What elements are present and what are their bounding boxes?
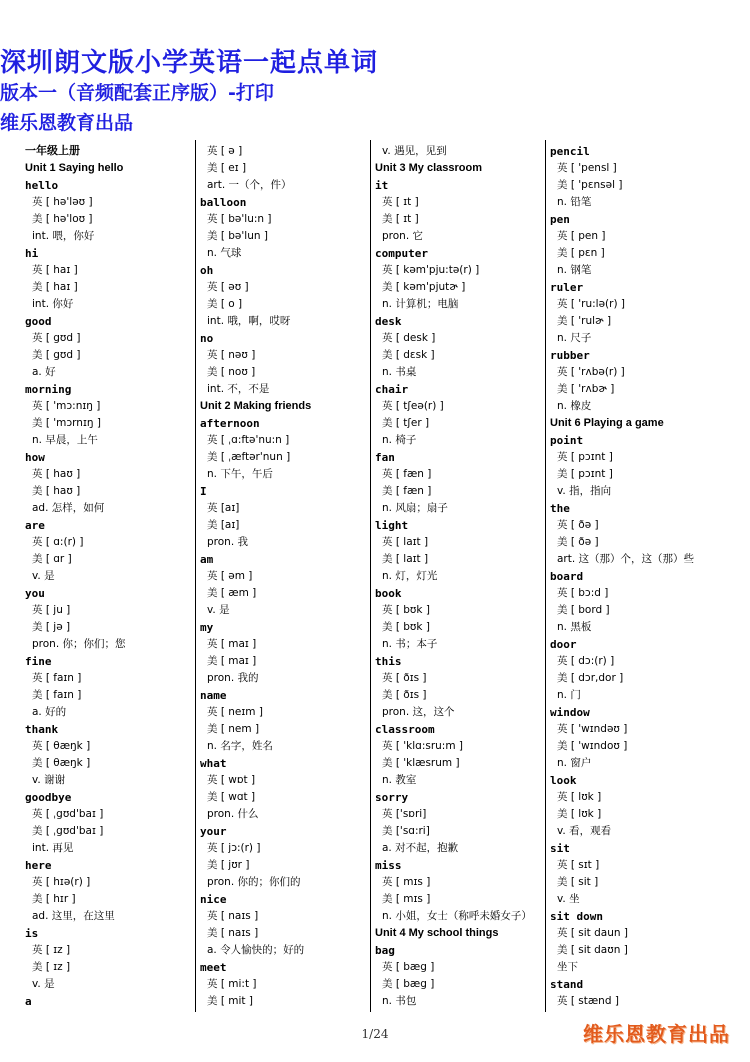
definition: n. 尺子 xyxy=(557,332,592,344)
vocab-word: good xyxy=(25,315,52,328)
vocab-word: point xyxy=(550,434,584,447)
vocab-word: afternoon xyxy=(200,417,260,430)
vocab-word: stand xyxy=(550,978,584,991)
phonetic: 英 [ ðɪs ] xyxy=(382,672,427,684)
phonetic: 英 [ 'klɑ:sru:m ] xyxy=(382,740,464,752)
phonetic: 英 [ 'pensl ] xyxy=(557,162,617,174)
vocab-column-2 xyxy=(200,143,311,1010)
vocab-word: light xyxy=(375,519,409,532)
phonetic: 美 [ bə'lun ] xyxy=(207,230,268,242)
definition: pron. 你；你们；您 xyxy=(32,638,126,650)
definition: 坐下 xyxy=(557,961,578,973)
phonetic: 英 [ dɔ:(r) ] xyxy=(557,655,615,667)
phonetic: 英 [ hə'ləʊ ] xyxy=(32,196,93,208)
phonetic: 美 [ ɪz ] xyxy=(32,961,71,973)
phonetic: 美 [ ðɪs ] xyxy=(382,689,427,701)
section-heading: Unit 3 My classroom xyxy=(375,162,482,174)
phonetic: 英 [ sit daun ] xyxy=(557,927,628,939)
vocab-word: I xyxy=(200,485,207,498)
definition: n. 灯，灯光 xyxy=(382,570,438,582)
phonetic: 美 [ gʊd ] xyxy=(32,349,81,361)
phonetic: 美 [ ɪt ] xyxy=(382,213,419,225)
phonetic: 美 [ mit ] xyxy=(207,995,253,1007)
vocab-word: name xyxy=(200,689,227,702)
phonetic: 美 [ sit ] xyxy=(557,876,599,888)
vocab-word: desk xyxy=(375,315,402,328)
vocab-word: it xyxy=(375,179,389,192)
phonetic: 英 [ gʊd ] xyxy=(32,332,81,344)
phonetic: 英 [ hɪə(r) ] xyxy=(32,876,91,888)
definition: ad. 这里，在这里 xyxy=(32,910,115,922)
definition: n. 下午，午后 xyxy=(207,468,273,480)
definition: art. 这（那）个，这（那）些 xyxy=(557,553,695,565)
definition: ad. 怎样，如何 xyxy=(32,502,105,514)
phonetic: 英 [ haɪ ] xyxy=(32,264,78,276)
phonetic: 美 [ o ] xyxy=(207,298,243,310)
phonetic: 美 [ wɑt ] xyxy=(207,791,256,803)
definition: v. 遇见，见到 xyxy=(382,145,447,157)
vocab-word: is xyxy=(25,927,39,940)
vocab-word: pencil xyxy=(550,145,590,158)
definition: n. 门 xyxy=(557,689,581,701)
phonetic: 英 [ wɒt ] xyxy=(207,774,256,786)
vocab-column-3 xyxy=(375,143,532,1010)
definition: v. 看，观看 xyxy=(557,825,612,837)
definition: n. 气球 xyxy=(207,247,242,259)
vocab-word: pen xyxy=(550,213,570,226)
vocab-word: meet xyxy=(200,961,227,974)
vocab-word: balloon xyxy=(200,196,247,209)
phonetic: 英 [aɪ] xyxy=(207,502,240,514)
definition: a. 好的 xyxy=(32,706,67,718)
vocab-word: are xyxy=(25,519,45,532)
vocab-word: here xyxy=(25,859,52,872)
vocab-word: miss xyxy=(375,859,402,872)
phonetic: 英 [ jɔ:(r) ] xyxy=(207,842,261,854)
definition: int. 喂，你好 xyxy=(32,230,95,242)
phonetic: 英 [ kəm'pju:tə(r) ] xyxy=(382,264,480,276)
definition: v. 谢谢 xyxy=(32,774,66,786)
phonetic: 英 [ 'ru:lə(r) ] xyxy=(557,298,625,310)
phonetic: 美 [ nem ] xyxy=(207,723,260,735)
definition: n. 教室 xyxy=(382,774,417,786)
phonetic: 英 [ bə'lu:n ] xyxy=(207,213,272,225)
vocab-word: computer xyxy=(375,247,428,260)
section-heading: 一年级上册 xyxy=(25,145,80,157)
vocab-word: door xyxy=(550,638,577,651)
document-subtitle: 版本一（音频配套正序版）-打印 xyxy=(0,82,274,104)
phonetic: 英 [ lʊk ] xyxy=(557,791,602,803)
phonetic: 美 [ 'pɛnsəl ] xyxy=(557,179,623,191)
definition: v. 是 xyxy=(207,604,230,616)
vocab-word: no xyxy=(200,332,214,345)
phonetic: 英 [ sɪt ] xyxy=(557,859,600,871)
phonetic: 英 [ ðə ] xyxy=(557,519,599,531)
phonetic: 美 [ haʊ ] xyxy=(32,485,81,497)
definition: a. 对不起，抱歉 xyxy=(382,842,459,854)
vocab-word: hi xyxy=(25,247,39,260)
definition: n. 名字，姓名 xyxy=(207,740,273,752)
phonetic: 英 [ faɪn ] xyxy=(32,672,82,684)
phonetic: 英 [ bæg ] xyxy=(382,961,435,973)
phonetic: 英 [ ˌgʊd'baɪ ] xyxy=(32,808,104,820)
definition: n. 书桌 xyxy=(382,366,417,378)
definition: n. 早晨，上午 xyxy=(32,434,98,446)
definition: art. 一（个，件） xyxy=(207,179,292,191)
phonetic: 美 [ 'rʌbɚ ] xyxy=(557,383,615,395)
phonetic: 美 [ noʊ ] xyxy=(207,366,256,378)
phonetic: 美 [ kəm'pjutɚ ] xyxy=(382,281,466,293)
vocab-word: goodbye xyxy=(25,791,72,804)
section-heading: Unit 1 Saying hello xyxy=(25,162,124,174)
phonetic: 美 [ hɪr ] xyxy=(32,893,76,905)
definition: int. 不，不是 xyxy=(207,383,270,395)
phonetic: 美 [ ɑr ] xyxy=(32,553,72,565)
vocab-word: morning xyxy=(25,383,72,396)
vocab-word: rubber xyxy=(550,349,590,362)
section-heading: Unit 4 My school things xyxy=(375,927,499,939)
phonetic: 美 [ fæn ] xyxy=(382,485,432,497)
vocab-word: a xyxy=(25,995,32,1008)
phonetic: 英 [ əm ] xyxy=(207,570,253,582)
definition: v. 是 xyxy=(32,570,55,582)
vocab-word: you xyxy=(25,587,45,600)
vocab-word: fine xyxy=(25,655,52,668)
phonetic: 美 [ sit daʊn ] xyxy=(557,944,628,956)
definition: n. 黑板 xyxy=(557,621,592,633)
definition: n. 钢笔 xyxy=(557,264,592,276)
vocab-word: sit xyxy=(550,842,570,855)
definition: pron. 它 xyxy=(382,230,424,242)
phonetic: 美 ['sɑ:ri] xyxy=(382,825,430,837)
phonetic: 美 [ bæg ] xyxy=(382,978,435,990)
vocab-column-4 xyxy=(550,143,694,1010)
phonetic: 美 [ haɪ ] xyxy=(32,281,78,293)
phonetic: 美 [ 'wɪndoʊ ] xyxy=(557,740,628,752)
phonetic: 美 [ pɔɪnt ] xyxy=(557,468,613,480)
vocab-word: classroom xyxy=(375,723,435,736)
vocab-word: sit down xyxy=(550,910,603,923)
vocab-word: bag xyxy=(375,944,395,957)
definition: pron. 你的；你们的 xyxy=(207,876,301,888)
definition: n. 椅子 xyxy=(382,434,417,446)
phonetic: 英 [ fæn ] xyxy=(382,468,432,480)
phonetic: 美 [ lʊk ] xyxy=(557,808,602,820)
definition: v. 是 xyxy=(32,978,55,990)
definition: v. 坐 xyxy=(557,893,580,905)
phonetic: 美 [ ˌæftər'nun ] xyxy=(207,451,291,463)
document-title: 深圳朗文版小学英语一起点单词 xyxy=(0,48,379,78)
phonetic: 英 [ laɪt ] xyxy=(382,536,429,548)
phonetic: 英 [ mi:t ] xyxy=(207,978,257,990)
phonetic: 英 [ stænd ] xyxy=(557,995,619,1007)
phonetic: 英 [ haʊ ] xyxy=(32,468,81,480)
phonetic: 美 [ ðə ] xyxy=(557,536,599,548)
definition: int. 再见 xyxy=(32,842,74,854)
definition: int. 你好 xyxy=(32,298,74,310)
vocab-column-1 xyxy=(25,143,126,1010)
vocab-word: look xyxy=(550,774,577,787)
definition: n. 铅笔 xyxy=(557,196,592,208)
phonetic: 美 [ pɛn ] xyxy=(557,247,605,259)
watermark: 维乐恩教育出品 xyxy=(583,1022,730,1046)
phonetic: 英 [ əʊ ] xyxy=(207,281,249,293)
vocab-word: my xyxy=(200,621,214,634)
vocab-word: hello xyxy=(25,179,59,192)
vocab-word: board xyxy=(550,570,584,583)
vocab-word: am xyxy=(200,553,214,566)
vocab-word: fan xyxy=(375,451,395,464)
phonetic: 美 [ æm ] xyxy=(207,587,257,599)
phonetic: 美 [ maɪ ] xyxy=(207,655,257,667)
definition: v. 指，指向 xyxy=(557,485,612,497)
phonetic: 英 [ ˌɑ:ftə'nu:n ] xyxy=(207,434,290,446)
definition: a. 好 xyxy=(32,366,56,378)
column-divider xyxy=(370,140,371,1012)
column-divider xyxy=(545,140,546,1012)
phonetic: 美 [ laɪt ] xyxy=(382,553,429,565)
vocab-word: chair xyxy=(375,383,409,396)
phonetic: 美 [ θæŋk ] xyxy=(32,757,91,769)
definition: pron. 我的 xyxy=(207,672,259,684)
vocab-word: window xyxy=(550,706,590,719)
phonetic: 美 [ bord ] xyxy=(557,604,610,616)
definition: a. 令人愉快的；好的 xyxy=(207,944,305,956)
definition: n. 书；本子 xyxy=(382,638,438,650)
vocab-word: ruler xyxy=(550,281,584,294)
definition: n. 橡皮 xyxy=(557,400,592,412)
phonetic: 美 [ eɪ ] xyxy=(207,162,247,174)
phonetic: 英 [ bʊk ] xyxy=(382,604,430,616)
phonetic: 英 [ pɔɪnt ] xyxy=(557,451,613,463)
phonetic: 英 [ neɪm ] xyxy=(207,706,263,718)
phonetic: 英 [ pen ] xyxy=(557,230,606,242)
phonetic: 美 [ hə'loʊ ] xyxy=(32,213,93,225)
phonetic: 美 [aɪ] xyxy=(207,519,240,531)
phonetic: 美 [ bʊk ] xyxy=(382,621,430,633)
phonetic: 英 [ ɑ:(r) ] xyxy=(32,536,84,548)
definition: pron. 我 xyxy=(207,536,249,548)
phonetic: 英 [ ju ] xyxy=(32,604,71,616)
phonetic: 英 [ bɔ:d ] xyxy=(557,587,609,599)
phonetic: 英 [ ɪt ] xyxy=(382,196,419,208)
phonetic: 美 [ 'rulɚ ] xyxy=(557,315,612,327)
publisher-line: 维乐恩教育出品 xyxy=(0,112,134,134)
phonetic: 英 [ 'rʌbə(r) ] xyxy=(557,366,625,378)
phonetic: 英 [ tʃeə(r) ] xyxy=(382,400,444,412)
vocab-word: sorry xyxy=(375,791,409,804)
phonetic: 英 [ desk ] xyxy=(382,332,436,344)
phonetic: 美 [ dɛsk ] xyxy=(382,349,435,361)
phonetic: 英 [ ɪz ] xyxy=(32,944,71,956)
phonetic: 英 [ θæŋk ] xyxy=(32,740,91,752)
phonetic: 美 [ jʊr ] xyxy=(207,859,250,871)
phonetic: 美 [ naɪs ] xyxy=(207,927,259,939)
vocab-word: what xyxy=(200,757,227,770)
phonetic: 美 [ faɪn ] xyxy=(32,689,82,701)
vocab-word: how xyxy=(25,451,45,464)
page-number: 1/24 xyxy=(361,1027,389,1041)
vocab-word: your xyxy=(200,825,227,838)
phonetic: 英 [ 'wɪndəʊ ] xyxy=(557,723,628,735)
vocab-word: oh xyxy=(200,264,214,277)
column-divider xyxy=(195,140,196,1012)
vocab-word: this xyxy=(375,655,402,668)
phonetic: 美 [ 'klæsrum ] xyxy=(382,757,460,769)
definition: n. 小姐，女士（称呼未婚女子） xyxy=(382,910,532,922)
definition: n. 窗户 xyxy=(557,757,592,769)
definition: n. 书包 xyxy=(382,995,417,1007)
section-heading: Unit 2 Making friends xyxy=(200,400,312,412)
definition: pron. 什么 xyxy=(207,808,259,820)
phonetic: 英 [ nəʊ ] xyxy=(207,349,256,361)
vocab-word: book xyxy=(375,587,402,600)
vocab-word: thank xyxy=(25,723,59,736)
phonetic: 英 [ mɪs ] xyxy=(382,876,431,888)
phonetic: 美 [ mɪs ] xyxy=(382,893,431,905)
definition: int. 哦，啊，哎呀 xyxy=(207,315,291,327)
phonetic: 英 [ ə ] xyxy=(207,145,243,157)
definition: n. 风扇；扇子 xyxy=(382,502,448,514)
phonetic: 美 [ tʃer ] xyxy=(382,417,430,429)
phonetic: 美 [ dɔr,dor ] xyxy=(557,672,624,684)
vocab-word: nice xyxy=(200,893,227,906)
phonetic: 英 ['sɒri] xyxy=(382,808,427,820)
phonetic: 英 [ maɪ ] xyxy=(207,638,257,650)
section-heading: Unit 6 Playing a game xyxy=(550,417,664,429)
phonetic: 美 [ jə ] xyxy=(32,621,71,633)
definition: pron. 这，这个 xyxy=(382,706,455,718)
vocab-word: the xyxy=(550,502,570,515)
phonetic: 英 [ naɪs ] xyxy=(207,910,259,922)
phonetic: 英 [ 'mɔ:nɪŋ ] xyxy=(32,400,101,412)
phonetic: 美 [ ˌgʊd'baɪ ] xyxy=(32,825,104,837)
definition: n. 计算机；电脑 xyxy=(382,298,459,310)
phonetic: 美 [ 'mɔrnɪŋ ] xyxy=(32,417,101,429)
